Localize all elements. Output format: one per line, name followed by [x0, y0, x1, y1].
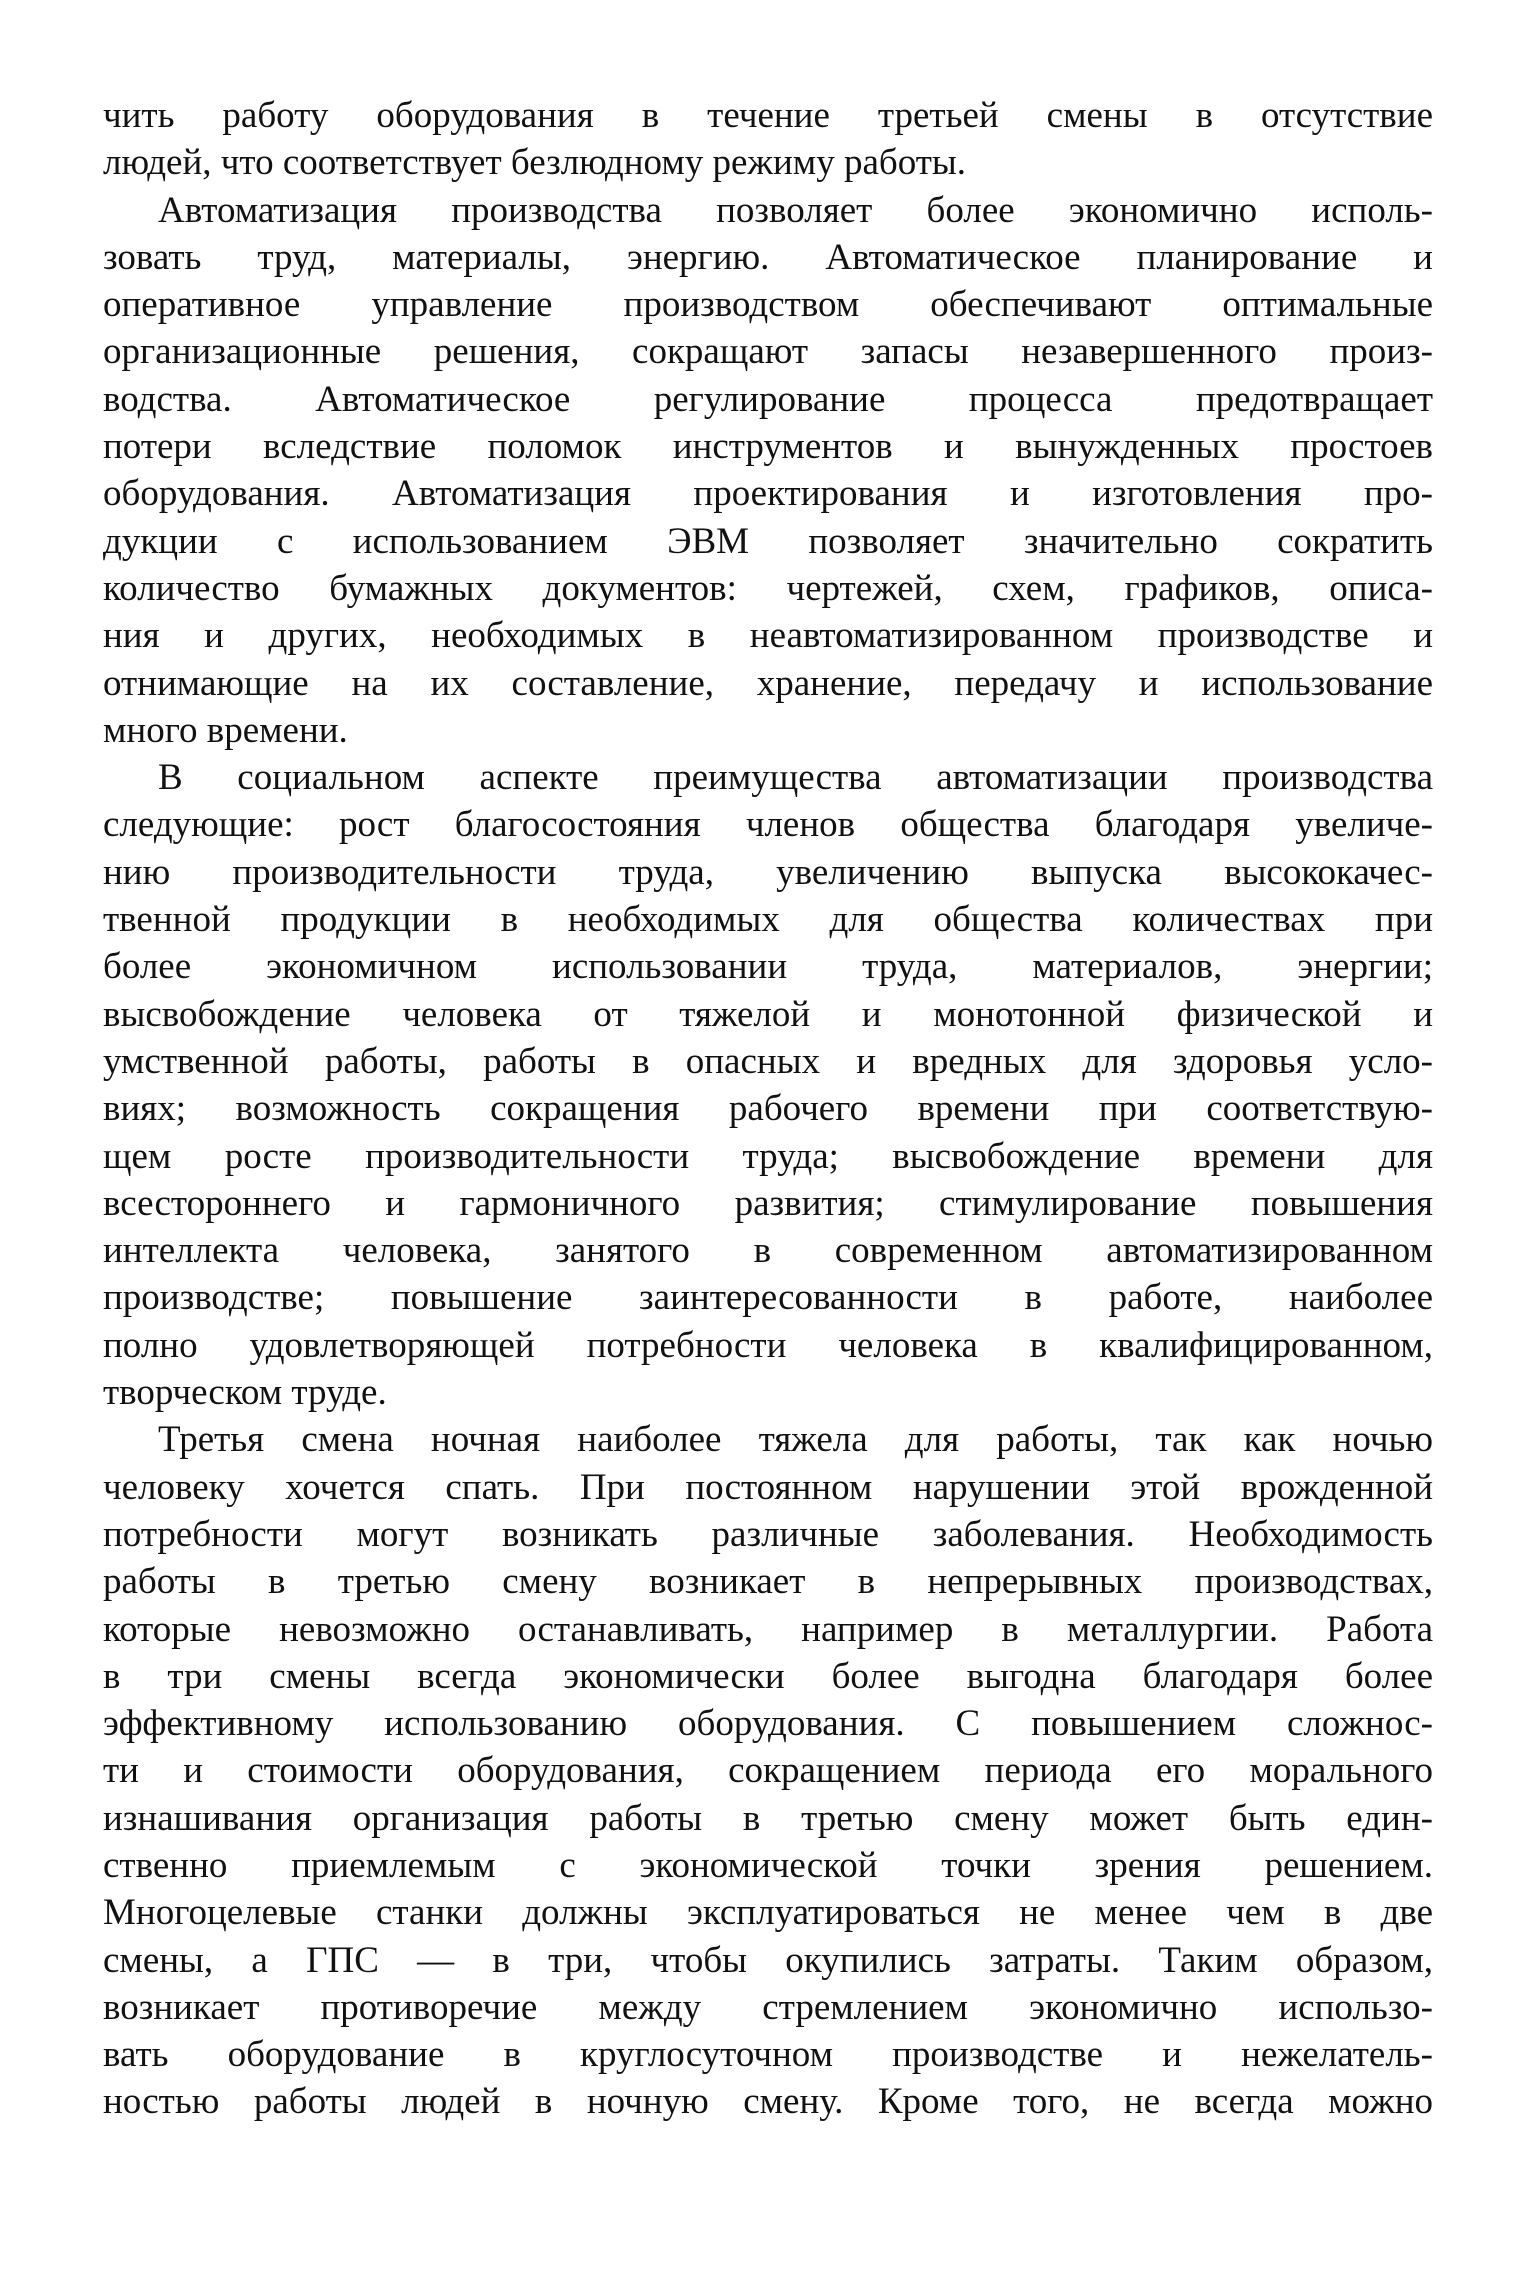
text-line: потери вследствие поломок инструментов и вынужденных простоев [103, 426, 1433, 468]
text-line: более экономичном использовании труда, материалов, энергии; [103, 946, 1433, 988]
text-line: следующие: рост благосостояния членов общества благодаря увеличе- [103, 804, 1433, 846]
text-line: твенной продукции в необходимых для общества количествах при [103, 899, 1433, 941]
text-line: ственно приемлемым с экономической точки зрения решением. [103, 1844, 1433, 1886]
text-line: полно удовлетворяющей потребности человека в квалифицированном, [103, 1324, 1433, 1366]
text-line: смены, а ГПС — в три, чтобы окупились затраты. Таким образом, [103, 1939, 1433, 1981]
text-line: потребности могут возникать различные заболевания. Необходимость [103, 1513, 1433, 1555]
text-line: ностью работы людей в ночную смену. Кроме того, не всегда можно [103, 2081, 1433, 2123]
text-line: изнашивания организация работы в третью смену может быть един- [103, 1797, 1433, 1839]
text-line: умственной работы, работы в опасных и вредных для здоровья усло- [103, 1040, 1433, 1082]
text-line: В социальном аспекте преимущества автоматизации производства [158, 757, 1433, 799]
text-line: ти и стоимости оборудования, сокращением периода его морального [103, 1750, 1433, 1792]
text-line: много времени. [103, 709, 348, 751]
text-line: нию производительности труда, увеличению выпуска высококачес- [103, 851, 1433, 893]
text-line: вать оборудование в круглосуточном производстве и нежелатель- [103, 2034, 1433, 2076]
text-line: творческом труде. [103, 1372, 387, 1414]
text-line: отнимающие на их составление, хранение, передачу и использование [103, 662, 1433, 704]
text-line: зовать труд, материалы, энергию. Автоматическое планирование и [103, 236, 1433, 278]
text-line: количество бумажных документов: чертежей, схем, графиков, описа- [103, 567, 1433, 609]
text-line: производстве; повышение заинтересованности в работе, наиболее [103, 1277, 1433, 1319]
paragraph-1 [103, 92, 1433, 187]
text-line: человеку хочется спать. При постоянном нарушении этой врожденной [103, 1466, 1433, 1508]
text-line: всестороннего и гармоничного развития; стимулирование повышения [103, 1182, 1433, 1224]
text-line: дукции с использованием ЭВМ позволяет значительно сократить [103, 520, 1433, 562]
paragraph-2 [103, 187, 1433, 755]
text-line: организационные решения, сокращают запасы незавершенного произ- [103, 331, 1433, 373]
text-line: оперативное управление производством обеспечивают оптимальные [103, 284, 1433, 326]
text-line: водства. Автоматическое регулирование процесса предотвращает [103, 378, 1433, 420]
text-line: высвобождение человека от тяжелой и монотонной физической и [103, 993, 1433, 1035]
document-page [103, 92, 1433, 2126]
text-line: оборудования. Автоматизация проектирования и изготовления про- [103, 473, 1433, 515]
paragraph-3 [103, 754, 1433, 1416]
text-line: интеллекта человека, занятого в современном автоматизированном [103, 1230, 1433, 1272]
text-line: Автоматизация производства позволяет более экономично исполь- [158, 189, 1433, 231]
text-line: Многоцелевые станки должны эксплуатироваться не менее чем в две [103, 1892, 1433, 1934]
text-line: Третья смена ночная наиболее тяжела для работы, так как ночью [158, 1419, 1433, 1461]
paragraph-4 [103, 1416, 1433, 2125]
text-line: людей, что соответствует безлюдному режиму работы. [103, 142, 966, 184]
text-line: возникает противоречие между стремлением экономично использо- [103, 1986, 1433, 2028]
text-line: щем росте производительности труда; высвобождение времени для [103, 1135, 1433, 1177]
text-line: работы в третью смену возникает в непрерывных производствах, [103, 1561, 1433, 1603]
text-line: эффективному использованию оборудования. С повышением сложнос- [103, 1703, 1433, 1745]
text-line: ния и других, необходимых в неавтоматизированном производстве и [103, 615, 1433, 657]
text-line: чить работу оборудования в течение третьей смены в отсутствие [103, 95, 1433, 136]
text-line: в три смены всегда экономически более выгодна благодаря более [103, 1655, 1433, 1697]
text-line: которые невозможно останавливать, например в металлургии. Работа [103, 1608, 1433, 1650]
text-line: виях; возможность сокращения рабочего времени при соответствую- [103, 1088, 1433, 1130]
